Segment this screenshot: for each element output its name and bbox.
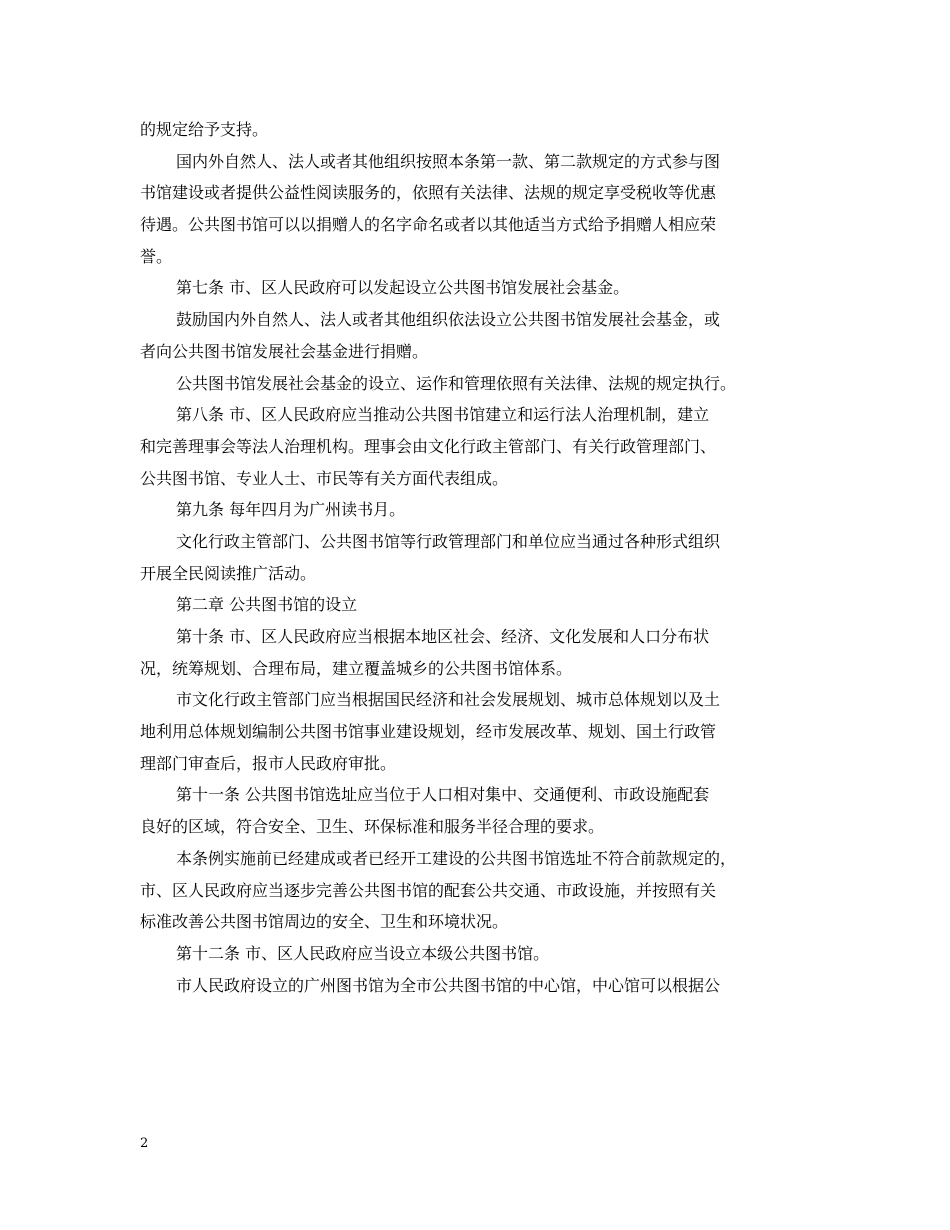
text-line: 国内外自然人、法人或者其他组织按照本条第一款、第二款规定的方式参与图 (176, 151, 721, 171)
page-number: 2 (140, 1136, 149, 1151)
text-line: 开展全民阅读推广活动。 (140, 563, 317, 583)
text-line: 地利用总体规划编制公共图书馆事业建设规划，经市发展改革、规划、国土行政管 (140, 722, 717, 742)
text-line: 第二章 公共图书馆的设立 (176, 595, 358, 615)
text-line: 理部门审查后，报市人民政府审批。 (140, 753, 397, 773)
text-line: 第十条 市、区人民政府应当根据本地区社会、经济、文化发展和人口分布状 (176, 627, 710, 646)
text-line: 和完善理事会等法人治理机构。理事会由文化行政主管部门、有关行政管理部门、 (140, 436, 717, 456)
text-line: 待遇。公共图书馆可以以捐赠人的名字命名或者以其他适当方式给予捐赠人相应荣 (140, 215, 717, 235)
text-line: 市人民政府设立的广州图书馆为全市公共图书馆的中心馆，中心馆可以根据公 (176, 975, 721, 995)
text-line: 本条例实施前已经建成或者已经开工建设的公共图书馆选址不符合前款规定的， (176, 848, 737, 868)
text-line: 良好的区域，符合安全、卫生、环保标准和服务半径合理的要求。 (140, 817, 605, 837)
text-line: 文化行政主管部门、公共图书馆等行政管理部门和单位应当通过各种形式组织 (176, 531, 721, 551)
text-line: 第十二条 市、区人民政府应当设立本级公共图书馆。 (176, 943, 550, 963)
text-line: 市、区人民政府应当逐步完善公共图书馆的配套公共交通、市政设施，并按照有关 (140, 880, 717, 900)
text-line: 第七条 市、区人民政府可以发起设立公共图书馆发展社会基金。 (176, 278, 630, 298)
text-line: 标准改善公共图书馆周边的安全、卫生和环境状况。 (140, 912, 509, 932)
text-line: 第十一条 公共图书馆选址应当位于人口相对集中、交通便利、市政设施配套 (176, 785, 710, 805)
text-line: 誉。 (140, 246, 173, 266)
text-line: 市文化行政主管部门应当根据国民经济和社会发展规划、城市总体规划以及土 (176, 690, 721, 710)
text-line: 的规定给予支持。 (140, 120, 269, 139)
text-line: 况，统筹规划、合理布局，建立覆盖城乡的公共图书馆体系。 (140, 658, 573, 678)
text-line: 公共图书馆发展社会基金的设立、运作和管理依照有关法律、法规的规定执行。 (176, 373, 737, 393)
text-line: 第九条 每年四月为广州读书月。 (176, 500, 406, 520)
text-line: 公共图书馆、专业人士、市民等有关方面代表组成。 (140, 468, 509, 488)
text-line: 鼓励国内外自然人、法人或者其他组织依法设立公共图书馆发展社会基金，或 (176, 310, 721, 330)
text-line: 书馆建设或者提供公益性阅读服务的，依照有关法律、法规的规定享受税收等优惠 (140, 183, 717, 203)
text-line: 者向公共图书馆发展社会基金进行捐赠。 (140, 341, 429, 361)
document-body (140, 114, 812, 1001)
text-line: 第八条 市、区人民政府应当推动公共图书馆建立和运行法人治理机制，建立 (176, 405, 710, 425)
